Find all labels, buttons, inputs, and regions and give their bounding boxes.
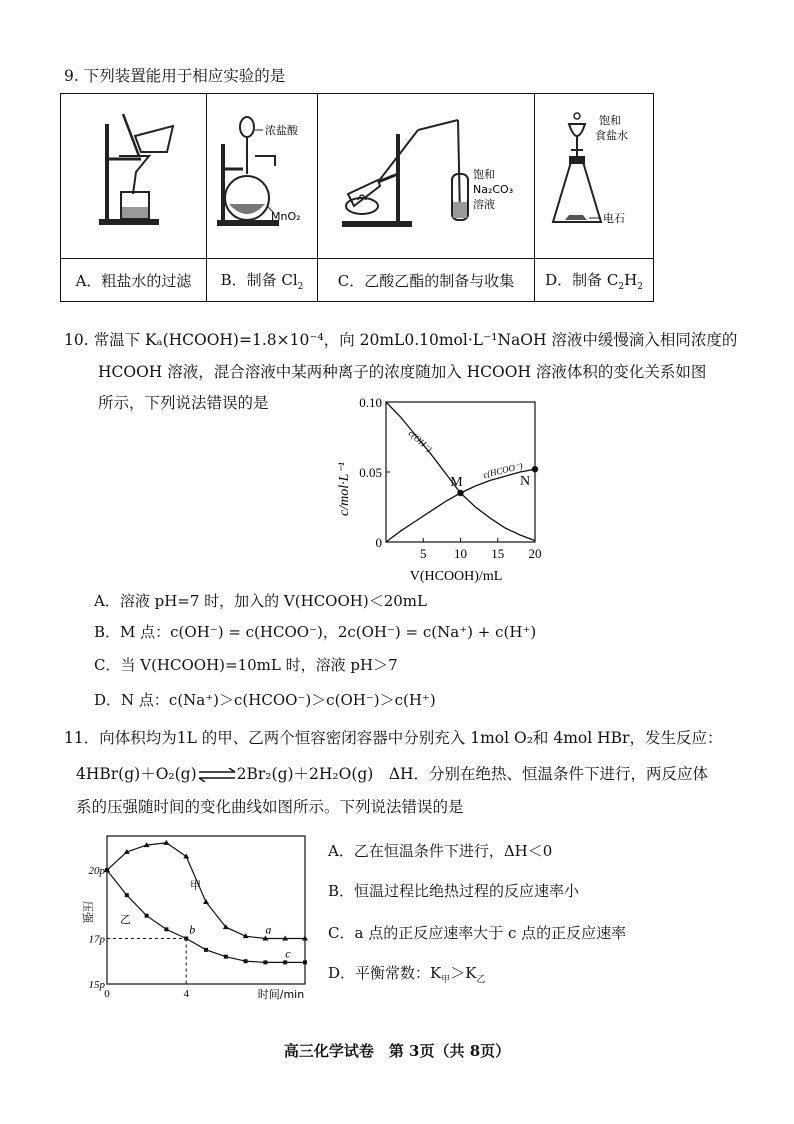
q11-option-b: B．恒温过程比绝热过程的反应速率小 — [328, 882, 580, 900]
q10-option-d: D．N 点：c(Na⁺)＞c(HCOO⁻)＞c(OH⁻)＞c(H⁺) — [94, 691, 436, 709]
jia-marker — [183, 853, 189, 858]
q9-option-d: D．制备 $C_2H_2$ — [535, 259, 654, 302]
acetylene-apparatus — [535, 94, 654, 259]
apparatus-table — [60, 93, 654, 302]
yi-marker — [263, 960, 267, 964]
yi-marker — [303, 960, 307, 964]
yi-marker — [204, 948, 208, 952]
jia-curve — [107, 843, 305, 939]
filtration-apparatus — [61, 94, 207, 259]
x-tick-label: 5 — [420, 546, 427, 561]
yi-marker — [145, 914, 149, 918]
x-tick-label: 20 — [528, 546, 542, 561]
point-m — [457, 490, 463, 496]
y-tick-label: 0 — [375, 535, 382, 550]
hcoo-series-label: c(HCOO⁻) — [482, 460, 524, 480]
chlorine-apparatus — [207, 94, 318, 259]
hcl-label: 浓盐酸 — [265, 124, 298, 137]
q10-line2: HCOOH 溶液，混合溶液中某两种离子的浓度随加入 HCOOH 溶液体积的变化关系如图 — [98, 363, 707, 381]
q9-stem: 9. 下列装置能用于相应实验的是 — [64, 67, 286, 85]
concentration-chart — [334, 394, 554, 584]
q11-option-d: D．平衡常数：$K_甲>K_乙$ — [328, 964, 486, 985]
x-tick-label: 10 — [454, 546, 467, 561]
equilibrium-arrow-icon — [197, 768, 237, 782]
point-n — [532, 466, 538, 472]
x-tick-label: 4 — [183, 988, 189, 1000]
y-tick-label: 17p — [88, 933, 105, 946]
y-axis-label: 压强 — [81, 901, 94, 923]
brine-label-2: 食盐水 — [595, 129, 628, 142]
yi-marker — [283, 960, 287, 964]
carbide-label: 电石 — [603, 212, 625, 225]
point-label-a: a — [265, 922, 272, 937]
jia-marker — [203, 899, 209, 904]
x-axis-label: V(HCOOH)/mL — [409, 569, 503, 584]
jia-marker — [163, 840, 169, 845]
q10-line3: 所示，下列说法错误的是 — [98, 394, 269, 412]
q11-option-c: C．a 点的正反应速率大于 c 点的正反应速率 — [328, 924, 627, 942]
yi-marker — [244, 959, 248, 963]
yi-series-label: 乙 — [120, 913, 131, 926]
ester-apparatus — [318, 94, 535, 259]
x-tick-label: 15 — [491, 546, 505, 561]
na2co3-label-2: Na₂CO₃ — [473, 183, 514, 196]
yi-marker — [125, 893, 129, 897]
yi-marker — [184, 936, 188, 940]
q11-line1: 11．向体积均为1L 的甲、乙两个恒容密闭容器中分别充入 1mol O₂和 4mol HBr，发生反应： — [64, 729, 723, 747]
q9-option-a: A．粗盐水的过滤 — [61, 259, 207, 302]
q11-option-a: A．乙在恒温条件下进行，ΔH＜0 — [328, 842, 553, 860]
y-tick-label: 15p — [88, 979, 105, 991]
q10-line1: 10. 常温下 Kₐ(HCOOH)=1.8×10⁻⁴，向 20mL0.10mol·L⁻¹NaOH 溶液中缓慢滴入相同浓度的 — [64, 331, 738, 349]
y-tick-label: 0.05 — [359, 465, 382, 480]
na2co3-label-1: 饱和 — [473, 168, 495, 181]
yi-marker — [164, 927, 168, 931]
yi-marker — [224, 955, 228, 959]
q10-option-a: A．溶液 pH=7 时，加入的 V(HCOOH)＜20mL — [94, 592, 427, 610]
yi-marker — [105, 868, 109, 872]
na2co3-label-3: 溶液 — [473, 198, 495, 211]
point-label-n: N — [519, 474, 531, 490]
point-label-m: M — [450, 475, 463, 490]
oh-series-label: c(OH⁻) — [406, 428, 434, 455]
q10-option-c: C．当 V(HCOOH)=10mL 时，溶液 pH＞7 — [94, 656, 398, 674]
point-label-b: b — [189, 922, 196, 937]
x-tick-label: 0 — [104, 988, 110, 1000]
x-axis-label: 时间/min — [257, 988, 305, 1001]
mno2-label: MnO₂ — [271, 210, 301, 223]
q10-option-b: B．M 点：c(OH⁻) = c(HCOO⁻)，2c(OH⁻) = c(Na⁺) + c(H⁺) — [94, 623, 537, 641]
y-tick-label: 0.10 — [359, 395, 382, 410]
page-footer: 高三化学试卷 第 3页（共 8页） — [283, 1042, 511, 1060]
brine-label-1: 饱和 — [599, 114, 621, 127]
q11-line3: 系的压强随时间的变化曲线如图所示。下列说法错误的是 — [76, 798, 464, 816]
q11-line2: 4HBr(g)＋O₂(g) 2Br₂(g)＋2H₂O(g) ΔH．分别在绝热、恒温条件下进行，两反应体 — [76, 765, 709, 783]
pressure-chart — [72, 828, 312, 1004]
q9-option-c: C．乙酸乙酯的制备与收集 — [318, 259, 535, 302]
y-tick-label: 20p — [88, 865, 105, 878]
y-axis-label: c/mol·L⁻¹ — [337, 462, 352, 516]
q9-option-b: B．制备 $Cl_2$ — [207, 259, 318, 302]
jia-series-label: 甲 — [190, 879, 201, 892]
point-label-c: c — [285, 946, 291, 961]
